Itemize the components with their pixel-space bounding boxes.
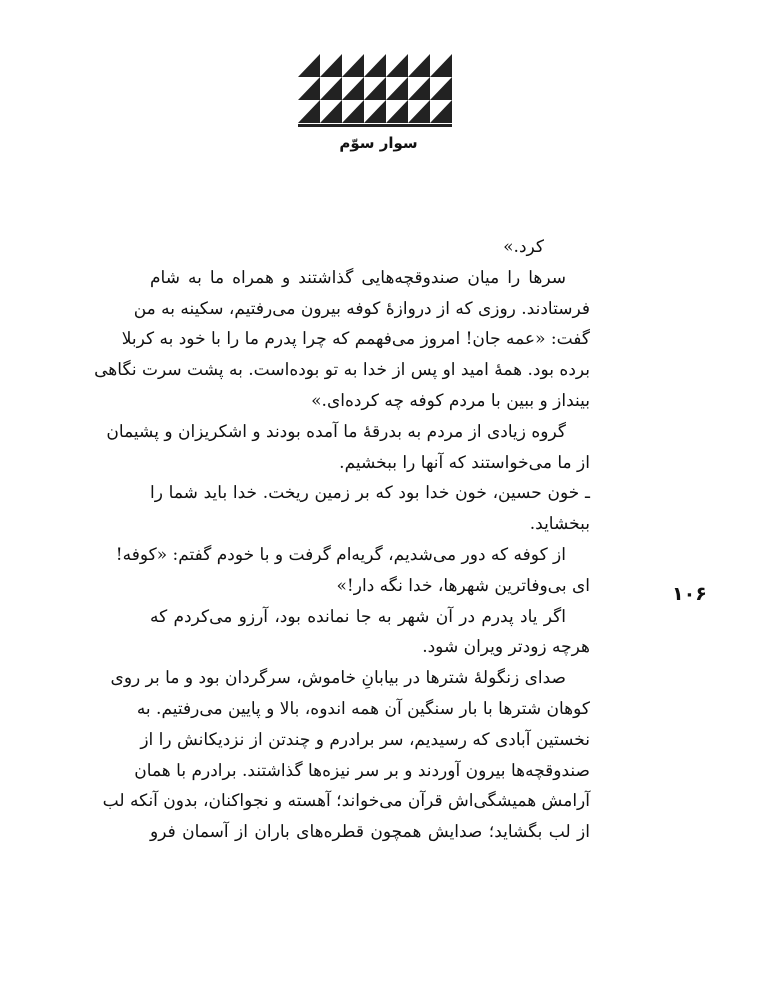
text-line: کوهان شترها با بار سنگین آن همه اندوه، بالا و پایین می‌رفتیم. به (136, 698, 590, 719)
ornament-triangle (342, 54, 364, 77)
ornament-triangle (386, 100, 408, 123)
text-line: فرستادند. روزی که از دروازهٔ کوفه بیرون می‌رفتیم، سکینه به من (133, 298, 590, 319)
ornament-triangle (320, 77, 342, 100)
ornament-triangle (408, 100, 430, 123)
text-line: از کوفه که دور می‌شدیم، گریه‌ام گرفت و با خودم گفتم: «کوفه! (115, 544, 566, 565)
ornament-triangle (298, 100, 320, 123)
text-line: از ما می‌خواستند که آنها را ببخشیم. (339, 452, 590, 473)
text-line: از لب بگشاید؛ صدایش همچون قطره‌های باران از آسمان فرو (150, 822, 590, 843)
text-line: نخستین آبادی که رسیدیم، سر برادرم و چندتن از نزدیکانش را از (140, 729, 590, 750)
ornament-triangle (298, 77, 320, 100)
text-line: بینداز و ببین با مردم کوفه چه کرده‌ای.» (311, 390, 590, 411)
text-line: ببخشاید. (529, 514, 590, 535)
ornament-triangle (386, 54, 408, 77)
text-line: اگر یاد پدرم در آن شهر به جا نمانده بود، آرزو می‌کردم که (150, 606, 566, 627)
text-line: برده بود. همهٔ امید او پس از خدا به تو بوده‌است. به پشت سرت نگاهی (94, 360, 590, 381)
chapter-title: سوار سوّم (339, 134, 418, 152)
ornament-triangle (408, 77, 430, 100)
ornament-triangle (320, 54, 342, 77)
text-line: ای بی‌وفاترین شهرها، خدا نگه دار!» (336, 575, 590, 596)
ornament-triangle (298, 54, 320, 77)
ornament-triangle (364, 54, 386, 77)
text-line: سرها را میان صندوقچه‌هایی گذاشتند و همراه ما به شام (150, 267, 566, 288)
text-line: هرچه زودتر ویران شود. (422, 637, 590, 658)
text-line: کرد.» (503, 237, 544, 257)
text-line: ـ خون حسین، خون خدا بود که بر زمین ریخت. خدا باید شما را (150, 483, 590, 504)
ornament-triangle (430, 100, 452, 123)
text-line: صندوقچه‌ها بیرون آوردند و بر سر نیزه‌ها گذاشتند. برادرم با همان (134, 760, 590, 781)
ornament-triangle (386, 77, 408, 100)
ornament-triangle (342, 100, 364, 123)
text-line: آرامش همیشگی‌اش قرآن می‌خواند؛ آهسته و نجواکنان، بدون آنکه لب (102, 791, 590, 812)
text-line: گفت: «عمه جان! امروز می‌فهمم که چرا پدرم ما را با خود به کربلا (121, 329, 590, 350)
ornament-triangle (342, 77, 364, 100)
ornament-triangle (408, 54, 430, 77)
ornament-triangle (320, 100, 342, 123)
ornament-triangle (430, 77, 452, 100)
page-number: ۱۰۶ (672, 583, 707, 605)
ornament-triangle (364, 100, 386, 123)
triangle-ornament (298, 54, 452, 128)
text-line: صدای زنگولهٔ شترها در بیابانِ خاموش، سرگردان بود و ما بر روی (110, 668, 566, 689)
ornament-triangle (430, 54, 452, 77)
body-text (94, 232, 590, 848)
ornament-triangle (364, 77, 386, 100)
text-line: گروه زیادی از مردم به بدرقهٔ ما آمده بودند و اشکریزان و پشیمان (106, 421, 566, 442)
